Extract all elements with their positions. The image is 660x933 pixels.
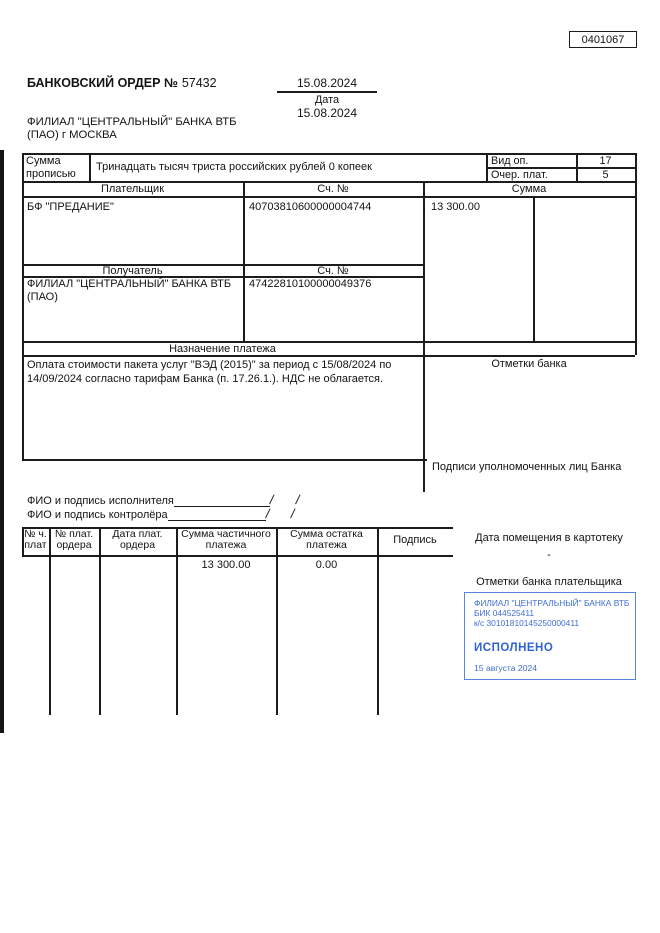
form-code-box xyxy=(569,31,637,48)
issuing-bank-name xyxy=(27,116,237,142)
partials-col-header xyxy=(276,529,377,551)
table-line xyxy=(486,153,488,181)
payee-account-header: Сч. № xyxy=(317,265,349,277)
document-title: БАНКОВСКИЙ ОРДЕР № xyxy=(27,76,178,90)
table-line xyxy=(533,196,535,341)
table-line xyxy=(635,153,637,355)
controller-label: ФИО и подпись контролёра xyxy=(27,509,168,521)
op-type-label: Вид оп. xyxy=(491,155,529,167)
purpose-header: Назначение платежа xyxy=(169,343,276,355)
amount-words-label xyxy=(26,155,76,181)
amount-in-words: Тринадцать тысяч триста российских рублей 0 копеек xyxy=(96,161,372,173)
date-underline xyxy=(277,91,377,93)
op-type-value: 17 xyxy=(599,155,612,167)
order-number: 57432 xyxy=(181,76,217,90)
table-line xyxy=(22,153,635,155)
amount-words-label-line1: Сумма xyxy=(26,155,61,167)
partials-col-header xyxy=(49,529,99,551)
stamp-bik: БИК 044525411 xyxy=(474,608,535,618)
bank-marks-label: Отметки банка xyxy=(491,358,567,370)
table-line xyxy=(22,555,453,557)
priority-value: 5 xyxy=(602,169,609,181)
scan-edge-bar xyxy=(0,150,4,733)
controller-signature-line xyxy=(168,510,266,521)
priority-label: Очер. плат. xyxy=(491,169,548,181)
purpose-text: Оплата стоимости пакета услуг "ВЭД (2015)" за период с 15/08/2024 по 14/09/2024 согласно тарифам Банка (п. 17.26.1.). НДС не облагается. xyxy=(27,359,392,385)
table-line xyxy=(49,527,51,715)
table-line xyxy=(89,153,91,181)
partials-col-header-line: ордера xyxy=(119,539,156,551)
payer-bank-marks-label: Отметки банка плательщика xyxy=(476,576,622,588)
table-line xyxy=(22,459,427,461)
controller-signature-row xyxy=(27,506,295,521)
executor-signature-row xyxy=(27,492,299,507)
cartoteka-date-label: Дата помещения в картотеку xyxy=(475,532,623,544)
cartoteka-date-value: - xyxy=(547,549,551,561)
slash-mark: / xyxy=(264,506,271,521)
partials-col-header xyxy=(377,535,453,546)
partials-col-header-line: платежа xyxy=(306,539,347,551)
payee-header: Получатель xyxy=(102,265,163,277)
table-line xyxy=(423,181,425,492)
stamp-corr-account: к/с 30101810145250000411 xyxy=(474,618,580,628)
partials-col-header-line: № плат. xyxy=(54,528,94,540)
table-line xyxy=(176,527,178,715)
payer-account-header: Сч. № xyxy=(317,183,349,195)
slash-mark: / xyxy=(289,506,297,521)
date-label: Дата xyxy=(314,94,340,106)
table-line xyxy=(276,527,278,715)
payer-header: Плательщик xyxy=(100,183,165,195)
issuing-bank-name-line1: ФИЛИАЛ "ЦЕНТРАЛЬНЫЙ" БАНКА ВТБ xyxy=(27,116,237,128)
stamp-date: 15 августа 2024 xyxy=(474,663,538,673)
payer-name: БФ "ПРЕДАНИЕ" xyxy=(27,201,114,213)
date-value-top: 15.08.2024 xyxy=(296,76,358,90)
payee-name xyxy=(27,278,231,304)
partials-col-header-line: платежа xyxy=(205,539,247,551)
payee-name-line1: ФИЛИАЛ "ЦЕНТРАЛЬНЫЙ" БАНКА ВТБ xyxy=(27,278,232,290)
table-line xyxy=(243,181,245,341)
table-line xyxy=(99,527,101,715)
partials-col-header-line: Сумма остатка xyxy=(290,528,363,540)
partials-col-header-line: № ч. xyxy=(24,528,47,540)
issuing-bank-name-line2: (ПАО) г МОСКВА xyxy=(27,129,117,141)
slash-mark: / xyxy=(268,492,276,507)
amount-words-label-line2: прописью xyxy=(26,168,76,180)
stamp-bank-name: ФИЛИАЛ "ЦЕНТРАЛЬНЫЙ" БАНКА ВТБ xyxy=(474,598,630,608)
table-line xyxy=(377,527,379,715)
stamp-status: ИСПОЛНЕНО xyxy=(474,642,554,654)
partials-col-header-line: Дата плат. xyxy=(112,528,163,540)
remainder-amount-value: 0.00 xyxy=(315,559,338,571)
slash-mark: / xyxy=(293,492,301,507)
partials-col-header xyxy=(176,529,276,551)
date-value-bottom: 15.08.2024 xyxy=(296,106,358,120)
bank-signatures-label: Подписи уполномоченных лиц Банка xyxy=(432,461,622,473)
payee-account: 47422810100000049376 xyxy=(249,278,372,290)
table-line xyxy=(22,196,635,198)
partials-col-header xyxy=(22,529,49,551)
partials-col-header xyxy=(99,529,176,551)
bank-execution-stamp xyxy=(464,592,636,680)
executor-label: ФИО и подпись исполнителя xyxy=(27,495,174,507)
partials-col-header-line: ордера xyxy=(56,539,92,551)
payer-amount: 13 300.00 xyxy=(431,201,480,213)
table-line xyxy=(22,153,24,459)
form-code: 0401067 xyxy=(581,33,625,46)
sum-header: Сумма xyxy=(511,183,547,195)
partials-col-header-line: Сумма частичного xyxy=(181,528,271,540)
partials-col-header-line: Подпись xyxy=(393,534,437,546)
payer-account: 40703810600000004744 xyxy=(249,201,372,213)
payee-name-line2: (ПАО) xyxy=(27,291,58,303)
partials-col-header-line: плат xyxy=(24,539,47,551)
partial-amount-value: 13 300.00 xyxy=(201,559,251,571)
table-line xyxy=(22,355,635,357)
document-title-row xyxy=(27,77,217,89)
